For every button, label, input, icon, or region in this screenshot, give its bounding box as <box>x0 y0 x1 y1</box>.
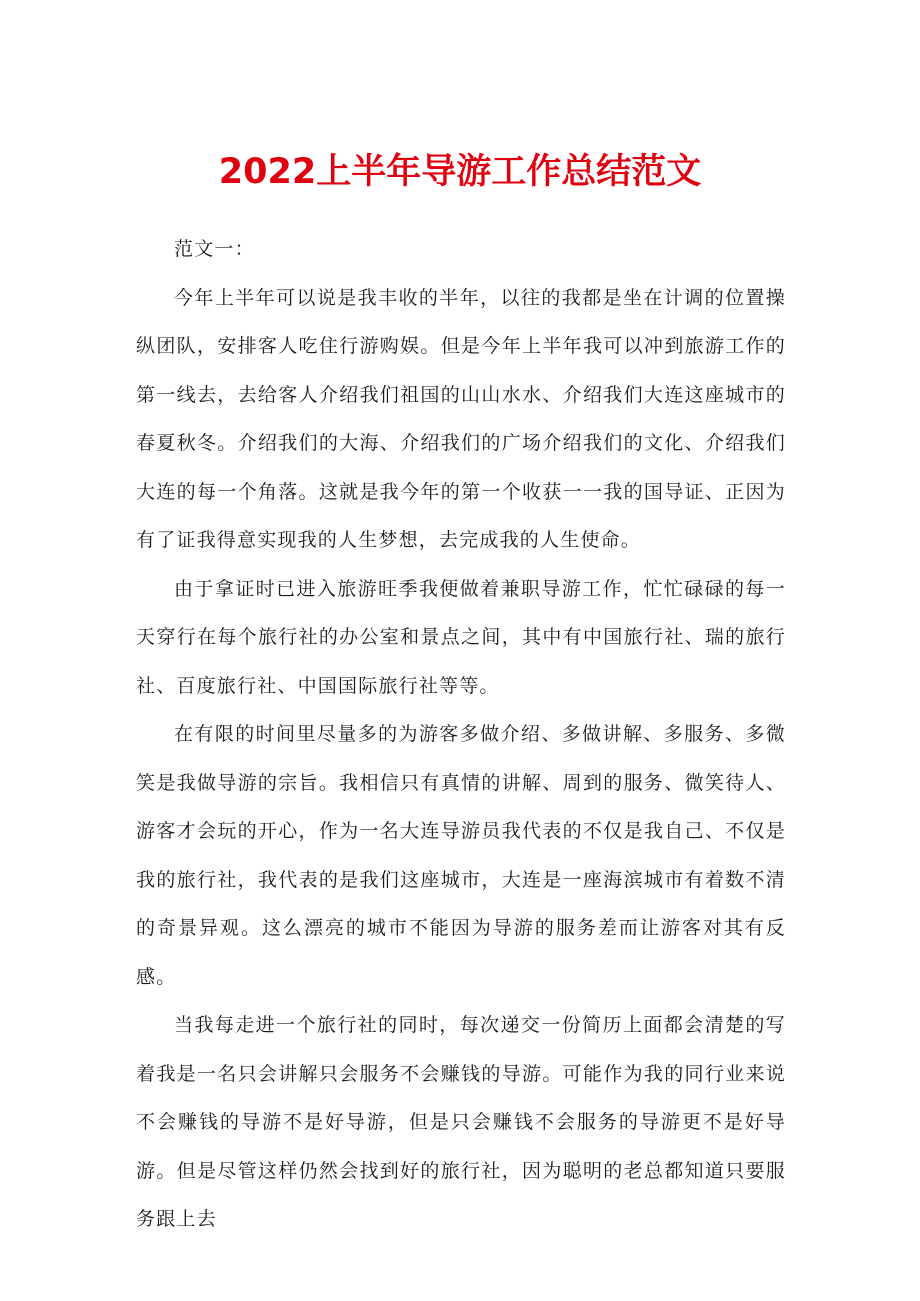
paragraph-4: 当我每走进一个旅行社的同时，每次递交一份简历上面都会清楚的写着我是一名只会讲解只会服务不会赚钱的导游。可能作为我的同行业来说不会赚钱的导游不是好导游，但是只会赚钱不会服务的导游更不是好导游。但是尽管这样仍然会找到好的旅行社，因为聪明的老总都知道只要服务跟上去 <box>136 1014 786 1230</box>
document-body <box>136 225 786 1244</box>
paragraph-3: 在有限的时间里尽量多的为游客多做介绍、多做讲解、多服务、多微笑是我做导游的宗旨。我相信只有真情的讲解、周到的服务、微笑待人、游客才会玩的开心，作为一名大连导游员我代表的不仅是我自己、不仅是我的旅行社，我代表的是我们这座城市，大连是一座海滨城市有着数不清的奇景异观。这么漂亮的城市不能因为导游的服务差而让游客对其有反感。 <box>136 723 786 988</box>
section-label: 范文一： <box>174 238 255 260</box>
paragraph-2: 由于拿证时已进入旅游旺季我便做着兼职导游工作，忙忙碌碌的每一天穿行在每个旅行社的办公室和景点之间，其中有中国旅行社、瑞的旅行社、百度旅行社、中国国际旅行社等等。 <box>136 577 786 697</box>
paragraph-1: 今年上半年可以说是我丰收的半年，以往的我都是坐在计调的位置操纵团队，安排客人吃住行游购娱。但是今年上半年我可以冲到旅游工作的第一线去，去给客人介绍我们祖国的山山水水、介绍我们大连这座城市的春夏秋冬。介绍我们的大海、介绍我们的广场介绍我们的文化、介绍我们大连的每一个角落。这就是我今年的第一个收获一一我的国导证、正因为有了证我得意实现我的人生梦想，去完成我的人生使命。 <box>136 286 786 551</box>
document-title: 2022上半年导游工作总结范文 <box>218 152 702 193</box>
